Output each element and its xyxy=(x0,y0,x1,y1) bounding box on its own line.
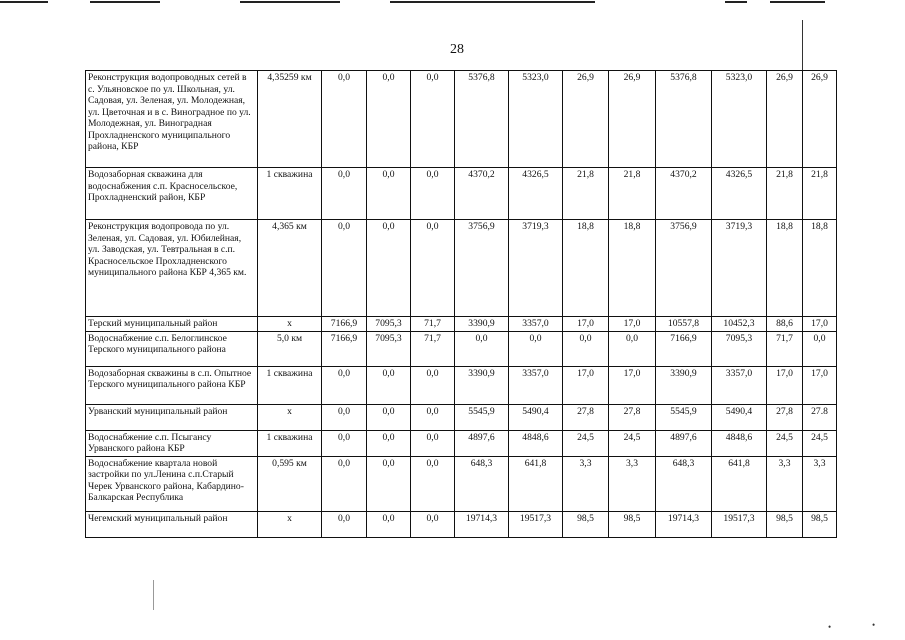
row-value-cell: 0,0 xyxy=(322,511,367,537)
row-value-cell: 3719,3 xyxy=(712,220,767,317)
row-value-cell: 0,0 xyxy=(455,331,509,366)
row-value-cell: 5323,0 xyxy=(509,71,563,168)
row-value-cell: 17,0 xyxy=(609,317,656,332)
row-object-name: Реконструкция водопроводных сетей в с. Ульяновское по ул. Школьная, ул. Садовая, ул. Зеленая, ул. Молодежная, ул. Цветочная и в с. Виноградное по ул. Молодежная, ул. Виноградная Прохладненского муниципального района, КБР xyxy=(86,71,258,168)
row-value-cell: 0,0 xyxy=(411,456,455,511)
scan-edge-line xyxy=(90,1,160,3)
row-value-cell: 0,0 xyxy=(411,511,455,537)
scan-margin-mark xyxy=(153,580,154,610)
row-value-cell: 648,3 xyxy=(656,456,712,511)
table-row xyxy=(86,317,837,332)
row-value-cell: 71,7 xyxy=(767,331,803,366)
scan-edge-line xyxy=(240,1,340,3)
row-value-cell: 19517,3 xyxy=(712,511,767,537)
row-value-cell: 26,9 xyxy=(803,71,837,168)
row-value-cell: 0,0 xyxy=(411,430,455,456)
row-value-cell: 0,0 xyxy=(367,168,411,220)
row-value-cell: 0,0 xyxy=(322,404,367,430)
row-value-cell: 0,0 xyxy=(411,366,455,404)
row-value-cell: 27,8 xyxy=(563,404,609,430)
row-value-cell: 0,0 xyxy=(411,168,455,220)
row-value-cell: 98,5 xyxy=(563,511,609,537)
row-capacity: х xyxy=(258,317,322,332)
row-value-cell: 0,0 xyxy=(367,511,411,537)
table-row xyxy=(86,331,837,366)
row-value-cell: 3357,0 xyxy=(509,366,563,404)
table-row xyxy=(86,404,837,430)
row-capacity: 1 скважина xyxy=(258,430,322,456)
row-value-cell: 98,5 xyxy=(767,511,803,537)
row-value-cell: 0,0 xyxy=(367,220,411,317)
row-value-cell: 26,9 xyxy=(609,71,656,168)
row-value-cell: 0,0 xyxy=(411,220,455,317)
row-value-cell: 641,8 xyxy=(712,456,767,511)
scan-speck: • xyxy=(828,622,832,632)
row-value-cell: 18,8 xyxy=(767,220,803,317)
row-object-name: Урванский муниципальный район xyxy=(86,404,258,430)
table-row xyxy=(86,168,837,220)
row-value-cell: 26,9 xyxy=(563,71,609,168)
row-value-cell: 17,0 xyxy=(803,317,837,332)
row-value-cell: 17,0 xyxy=(563,366,609,404)
row-capacity: 1 скважина xyxy=(258,366,322,404)
row-value-cell: 24,5 xyxy=(767,430,803,456)
row-value-cell: 5376,8 xyxy=(455,71,509,168)
row-value-cell: 0,0 xyxy=(411,404,455,430)
row-value-cell: 24,5 xyxy=(609,430,656,456)
row-object-name: Водоснабжение с.п. Белоглинское Терского муниципального района xyxy=(86,331,258,366)
row-object-name: Терский муниципальный район xyxy=(86,317,258,332)
row-value-cell: 3390,9 xyxy=(656,366,712,404)
row-value-cell: 19714,3 xyxy=(656,511,712,537)
row-value-cell: 4897,6 xyxy=(656,430,712,456)
row-object-name: Водоснабжение квартала новой застройки по ул.Ленина с.п.Старый Черек Урванского района, Кабардино-Балкарская Республика xyxy=(86,456,258,511)
row-value-cell: 21,8 xyxy=(803,168,837,220)
row-value-cell: 98,5 xyxy=(803,511,837,537)
row-value-cell: 7095,3 xyxy=(367,317,411,332)
row-value-cell: 3390,9 xyxy=(455,317,509,332)
table-row xyxy=(86,430,837,456)
row-value-cell: 3756,9 xyxy=(455,220,509,317)
row-value-cell: 0,0 xyxy=(563,331,609,366)
row-value-cell: 0,0 xyxy=(411,71,455,168)
row-capacity: х xyxy=(258,511,322,537)
row-value-cell: 0,0 xyxy=(367,366,411,404)
row-value-cell: 0,0 xyxy=(367,404,411,430)
row-value-cell: 24,5 xyxy=(803,430,837,456)
row-value-cell: 98,5 xyxy=(609,511,656,537)
row-value-cell: 10557,8 xyxy=(656,317,712,332)
row-value-cell: 5376,8 xyxy=(656,71,712,168)
row-value-cell: 641,8 xyxy=(509,456,563,511)
row-capacity: 0,595 км xyxy=(258,456,322,511)
row-value-cell: 18,8 xyxy=(609,220,656,317)
row-value-cell: 21,8 xyxy=(609,168,656,220)
row-value-cell: 3,3 xyxy=(563,456,609,511)
row-value-cell: 0,0 xyxy=(609,331,656,366)
budget-table xyxy=(85,70,837,538)
row-value-cell: 4370,2 xyxy=(656,168,712,220)
row-value-cell: 19714,3 xyxy=(455,511,509,537)
row-value-cell: 0,0 xyxy=(322,71,367,168)
scan-edge-line xyxy=(0,1,48,3)
row-value-cell: 24,5 xyxy=(563,430,609,456)
row-value-cell: 17,0 xyxy=(803,366,837,404)
row-value-cell: 5490,4 xyxy=(509,404,563,430)
row-value-cell: 3357,0 xyxy=(712,366,767,404)
table-row xyxy=(86,71,837,168)
row-value-cell: 7095,3 xyxy=(367,331,411,366)
row-value-cell: 19517,3 xyxy=(509,511,563,537)
table-row xyxy=(86,511,837,537)
row-value-cell: 648,3 xyxy=(455,456,509,511)
row-value-cell: 18,8 xyxy=(803,220,837,317)
row-value-cell: 3,3 xyxy=(767,456,803,511)
scan-edge-line xyxy=(390,1,595,3)
row-value-cell: 0,0 xyxy=(509,331,563,366)
row-capacity: х xyxy=(258,404,322,430)
row-capacity: 1 скважина xyxy=(258,168,322,220)
row-value-cell: 5545,9 xyxy=(455,404,509,430)
scan-edge-line xyxy=(770,1,825,3)
row-value-cell: 4848,6 xyxy=(712,430,767,456)
row-value-cell: 0,0 xyxy=(803,331,837,366)
row-value-cell: 21,8 xyxy=(563,168,609,220)
scan-speck: • xyxy=(872,620,876,630)
row-object-name: Водоснабжение с.п. Псыгансу Урванского района КБР xyxy=(86,430,258,456)
row-value-cell: 26,9 xyxy=(767,71,803,168)
row-value-cell: 4326,5 xyxy=(712,168,767,220)
row-capacity: 4,35259 км xyxy=(258,71,322,168)
page-number: 28 xyxy=(450,42,464,57)
row-value-cell: 5490,4 xyxy=(712,404,767,430)
row-value-cell: 0,0 xyxy=(367,456,411,511)
row-value-cell: 3390,9 xyxy=(455,366,509,404)
table-row xyxy=(86,456,837,511)
scan-edge-line xyxy=(725,1,747,3)
row-value-cell: 0,0 xyxy=(322,456,367,511)
row-object-name: Реконструкция водопровода по ул. Зеленая, ул. Садовая, ул. Юбилейная, ул. Заводская, ул. Тевтральная в с.п. Красносельское Прохладненского муниципального района КБР 4,365 км. xyxy=(86,220,258,317)
row-value-cell: 0,0 xyxy=(367,71,411,168)
row-value-cell: 0,0 xyxy=(322,430,367,456)
row-value-cell: 27,8 xyxy=(767,404,803,430)
row-value-cell: 71,7 xyxy=(411,317,455,332)
row-value-cell: 5545,9 xyxy=(656,404,712,430)
row-value-cell: 21,8 xyxy=(767,168,803,220)
table-row xyxy=(86,220,837,317)
row-value-cell: 0,0 xyxy=(322,220,367,317)
row-value-cell: 4326,5 xyxy=(509,168,563,220)
row-value-cell: 27.8 xyxy=(803,404,837,430)
row-value-cell: 17,0 xyxy=(563,317,609,332)
table-row xyxy=(86,366,837,404)
row-value-cell: 0,0 xyxy=(322,366,367,404)
row-value-cell: 71,7 xyxy=(411,331,455,366)
row-value-cell: 4370,2 xyxy=(455,168,509,220)
row-capacity: 5,0 км xyxy=(258,331,322,366)
row-object-name: Водозаборная скважины в с.п. Опытное Терского муниципального района КБР xyxy=(86,366,258,404)
row-value-cell: 3,3 xyxy=(803,456,837,511)
row-value-cell: 7166,9 xyxy=(322,331,367,366)
row-value-cell: 27,8 xyxy=(609,404,656,430)
row-value-cell: 3357,0 xyxy=(509,317,563,332)
row-value-cell: 88,6 xyxy=(767,317,803,332)
row-object-name: Чегемский муниципальный район xyxy=(86,511,258,537)
row-value-cell: 7166,9 xyxy=(322,317,367,332)
row-capacity: 4,365 км xyxy=(258,220,322,317)
row-value-cell: 4897,6 xyxy=(455,430,509,456)
row-value-cell: 0,0 xyxy=(367,430,411,456)
row-value-cell: 5323,0 xyxy=(712,71,767,168)
row-value-cell: 17,0 xyxy=(609,366,656,404)
row-value-cell: 7166,9 xyxy=(656,331,712,366)
scan-margin-mark xyxy=(802,20,803,72)
row-value-cell: 18,8 xyxy=(563,220,609,317)
row-object-name: Водозаборная скважина для водоснабжения с.п. Красносельское, Прохладненский район, КБР xyxy=(86,168,258,220)
row-value-cell: 3719,3 xyxy=(509,220,563,317)
row-value-cell: 4848,6 xyxy=(509,430,563,456)
row-value-cell: 7095,3 xyxy=(712,331,767,366)
row-value-cell: 0,0 xyxy=(322,168,367,220)
row-value-cell: 17,0 xyxy=(767,366,803,404)
row-value-cell: 3,3 xyxy=(609,456,656,511)
row-value-cell: 10452,3 xyxy=(712,317,767,332)
row-value-cell: 3756,9 xyxy=(656,220,712,317)
